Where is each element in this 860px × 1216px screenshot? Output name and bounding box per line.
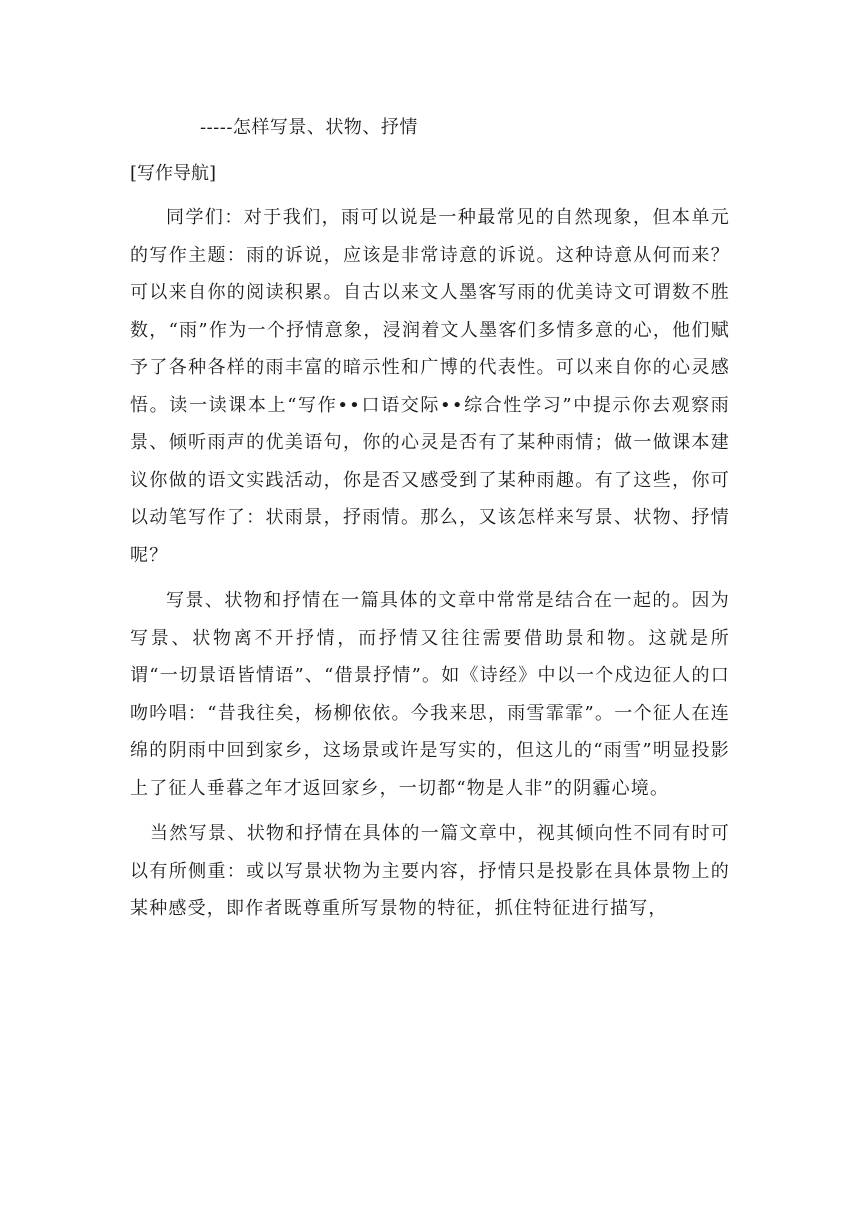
paragraph-combination: 写景、状物和抒情在一篇具体的文章中常常是结合在一起的。因为写景、状物离不开抒情，而抒情又往往需要借助景和物。这就是所谓“一切景语皆情语”、“借景抒情”。如《诗经》中以一个戍边征人的口吻吟唱：“昔我往矣，杨柳依依。今我来思，雨雪霏霏”。一个征人在连绵的阴雨中回到家乡，这场景或许是写实的，但这儿的“雨雪”明显投影上了征人垂暮之年才返回家乡，一切都“物是人非”的阴霾心境。 (130, 590, 730, 799)
section-heading: [写作导航] (130, 163, 217, 184)
paragraph-emphasis: 当然写景、状物和抒情在具体的一篇文章中，视其倾向性不同有时可以有所侧重：或以写景状物为主要内容，抒情只是投影在具体景物上的某种感受，即作者既尊重所写景物的特征，抓住特征进行描写， (130, 823, 730, 919)
document-subtitle: -----怎样写景、状物、抒情 (200, 117, 418, 138)
paragraph-intro: 同学们：对于我们，雨可以说是一种最常见的自然现象，但本单元的写作主题：雨的诉说，应该是非常诗意的诉说。这种诗意从何而来？可以来自你的阅读积累。自古以来文人墨客写雨的优美诗文可谓数不胜数，“雨”作为一个抒情意象，浸润着文人墨客们多情多意的心，他们赋予了各种各样的雨丰富的暗示性和广博的代表性。可以来自你的心灵感悟。读一读课本上“写作••口语交际••综合性学习”中提示你去观察雨景、倾听雨声的优美语句，你的心灵是否有了某种雨情；做一做课本建议你做的语文实践活动，你是否又感受到了某种雨趣。有了这些，你可以动笔写作了：状雨景，抒雨情。那么，又该怎样来写景、状物、抒情呢？ (130, 207, 730, 566)
document-body (130, 179, 730, 928)
